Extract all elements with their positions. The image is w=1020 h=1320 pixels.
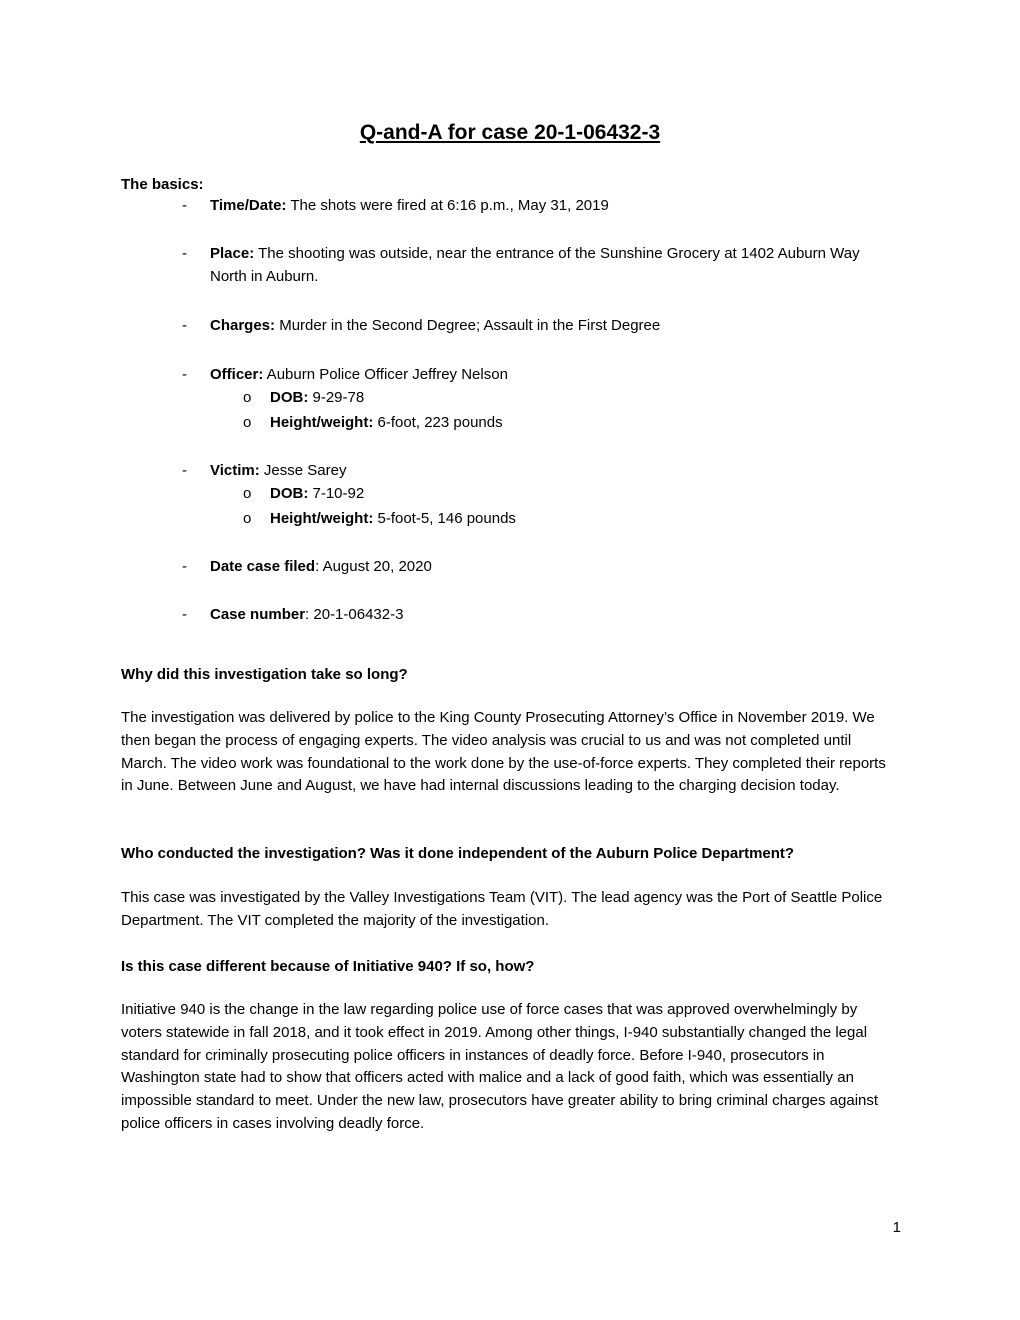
dash-marker: - <box>182 462 187 479</box>
sub-text: 7-10-92 <box>308 485 365 502</box>
basics-item-officer <box>210 363 900 386</box>
question-heading: Why did this investigation take so long? <box>121 666 408 683</box>
basics-heading: The basics: <box>121 176 204 193</box>
item-text: : 20-1-06432-3 <box>305 606 404 623</box>
dash-marker: - <box>182 558 187 575</box>
question-heading: Is this case different because of Initiative 940? If so, how? <box>121 958 535 975</box>
basics-item-time-date <box>210 194 900 217</box>
item-label: Charges: <box>210 317 276 334</box>
item-text: Auburn Police Officer Jeffrey Nelson <box>263 366 508 383</box>
item-text: The shooting was outside, near the entrance of the Sunshine Grocery at 1402 Auburn Way North in Auburn. <box>210 245 860 285</box>
sub-bullet-marker: o <box>243 510 252 527</box>
dash-marker: - <box>182 606 187 623</box>
item-text: : August 20, 2020 <box>315 558 432 575</box>
answer-paragraph: Initiative 940 is the change in the law regarding police use of force cases that was approved overwhelmingly by voters statewide in fall 2018, and it took effect in 2019. Among other things, I-940 substantially changed the legal standard for criminally prosecuting police officers in instances of deadly force. Before I-940, prosecutors in Washington state had to show that officers acted with malice and a lack of good faith, which was essentially an impossible standard to meet. Under the new law, prosecutors have greater ability to bring criminal charges against police officers in cases involving deadly force. <box>121 1001 879 1132</box>
item-text: Jesse Sarey <box>259 462 347 479</box>
item-label: Victim: <box>210 462 260 479</box>
sub-text: 9-29-78 <box>308 389 365 406</box>
officer-height-weight <box>270 411 890 434</box>
item-label: Date case filed <box>210 558 316 575</box>
item-label: Time/Date: <box>210 197 287 214</box>
sub-bullet-marker: o <box>243 485 252 502</box>
basics-item-victim <box>210 459 900 482</box>
victim-height-weight <box>270 507 890 530</box>
question-heading: Who conducted the investigation? Was it done independent of the Auburn Police Department? <box>121 845 795 862</box>
item-text: The shots were fired at 6:16 p.m., May 31, 2019 <box>286 197 609 214</box>
sub-text: 5-foot-5, 146 pounds <box>373 510 516 527</box>
dash-marker: - <box>182 245 187 262</box>
basics-item-date-filed <box>210 555 900 578</box>
sub-label: Height/weight: <box>270 510 374 527</box>
item-label: Place: <box>210 245 255 262</box>
sub-text: 6-foot, 223 pounds <box>373 414 503 431</box>
basics-item-charges <box>210 314 900 337</box>
answer-paragraph: The investigation was delivered by police to the King County Prosecuting Attorney’s Office in November 2019. We then began the process of engaging experts. The video analysis was crucial to us and was not completed until March. The video work was foundational to the work done by the use-of-force experts. They completed their reports in June. Between June and August, we have had internal discussions leading to the charging decision today. <box>121 709 886 795</box>
sub-bullet-marker: o <box>243 389 252 406</box>
dash-marker: - <box>182 317 187 334</box>
item-text: Murder in the Second Degree; Assault in the First Degree <box>275 317 661 334</box>
page-title: Q-and-A for case 20-1-06432-3 <box>359 121 661 144</box>
sub-bullet-marker: o <box>243 414 252 431</box>
victim-dob <box>270 482 890 505</box>
sub-label: Height/weight: <box>270 414 374 431</box>
item-label: Officer: <box>210 366 264 383</box>
sub-label: DOB: <box>270 485 309 502</box>
dash-marker: - <box>182 197 187 214</box>
officer-dob <box>270 386 890 409</box>
sub-label: DOB: <box>270 389 309 406</box>
answer-paragraph: This case was investigated by the Valley Investigations Team (VIT). The lead agency was the Port of Seattle Police Department. The VIT completed the majority of the investigation. <box>121 889 883 929</box>
dash-marker: - <box>182 366 187 383</box>
page-number: 1 <box>892 1219 901 1236</box>
basics-item-place <box>210 242 900 288</box>
basics-item-case-number <box>210 603 900 626</box>
item-label: Case number <box>210 606 306 623</box>
